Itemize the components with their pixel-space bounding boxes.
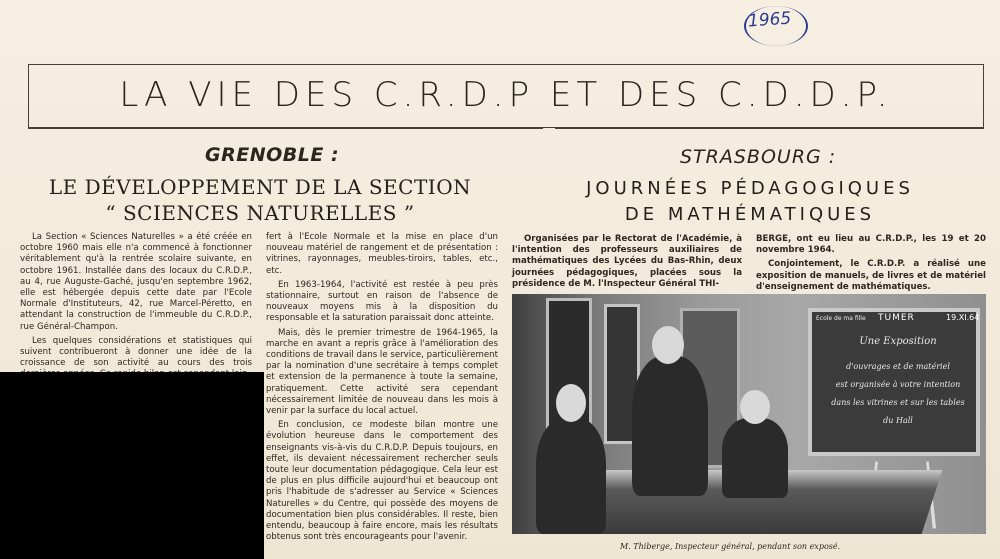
left-article-city: GRENOBLE : — [205, 144, 340, 166]
right-headline-line1: JOURNÉES PÉDAGOGIQUES — [586, 178, 914, 199]
page-title: LA VIE DES C.R.D.P ET DES C.D.D.P. — [119, 75, 893, 115]
left-article-column-1 — [20, 232, 252, 372]
photo-person-head — [652, 326, 684, 364]
right-headline-line2: DE MATHÉMATIQUES — [624, 204, 876, 225]
col2-paragraph: En 1963-1964, l'activité est restée à peu près stationnaire, surtout en raison de l'absence de nouveaux moyens mis à la disposition du responsable et la saturation paraissait donc atteinte. — [266, 279, 498, 324]
photo-person-standing — [632, 356, 708, 496]
right-article-headline — [540, 176, 960, 228]
col2-paragraph: Mais, dès le premier trimestre de 1964-1965, la marche en avant a repris grâce à l'amélioration des conditions de travail dans le service, particulièrement par la nomination d'une secrétaire à temps complet et extension de la permanence à toute la semaine, pratiquement. Cette activité sera cependant nécessairement limitée de nouveau dans les mois à venir par la surface du local actuel. — [266, 327, 498, 417]
chalkboard-line: est organisée à votre intention — [835, 380, 961, 389]
header-rule-right — [555, 128, 984, 129]
left-article-column-2 — [266, 232, 498, 543]
photo-person-left — [536, 418, 606, 534]
right-article-column-1 — [512, 234, 742, 294]
header-rule-left — [28, 128, 543, 129]
col2-paragraph: En conclusion, ce modeste bilan montre une évolution heureuse dans le comportement des enseignants vis-à-vis du C.R.D.P. Depuis toujours, en effet, ils devaient nécessairement rechercher seuls toute leur documentation pédagogique. Cela leur est de plus en plus difficile aujourd'hui et beaucoup ont pris l'habitude de s'adresser au Service « Sciences Naturelles » du Centre, qui possède des moyens de documentation bien plus considérables. Il reste, bien entendu, beaucoup à faire encore, mais les résultats obtenus sont très encourageants pour l'avenir. — [266, 420, 498, 543]
col4-paragraph: Conjointement, le C.R.D.P. a réalisé une exposition de manuels, de livres et de matériel d'enseignement de mathématiques. — [756, 259, 986, 292]
col2-paragraph: fert à l'Ecole Normale et la mise en place d'un nouveau matériel de rangement et de présentation : vitrines, rayonnages, meubles-tiroirs, tables, etc., etc. — [266, 232, 498, 276]
photo-caption: M. Thiberge, Inspecteur général, pendant son exposé. — [620, 542, 841, 551]
chalkboard-line: dans les vitrines et sur les tables — [831, 398, 965, 407]
header-box — [28, 64, 984, 128]
chalkboard-date: 19.XI.64 — [946, 313, 980, 322]
chalkboard-header: Ecole de ma fille — [816, 315, 866, 322]
photo-person-right — [722, 418, 788, 498]
col4-paragraph: BERGE, ont eu lieu au C.R.D.P., les 19 et 20 novembre 1964. — [756, 234, 986, 256]
right-article-city: STRASBOURG : — [680, 146, 837, 168]
col1-paragraph: Les quelques considérations et statistiques qui suivent contribueront à donner une idée de la croissance de son activité au cours des trois — [20, 335, 252, 369]
col1-paragraph: La Section « Sciences Naturelles » a été créée en octobre 1960 mais elle n'a commencé à fonctionner véritablement qu'à la rentrée scolaire suivante, en octobre 1961. Installée dans des locaux du C.R.D.P., au 4, rue Auguste-Gaché, jusqu'en septembre 1962, elle est hébergée depuis cette date par l'Ecole Normale d'Instituteurs, 42, rue Marcel-Péretto, en attendant la construction de l'immeuble du C.R.D.P., rue Général-Champon. — [20, 232, 252, 332]
redacted-block — [0, 372, 264, 559]
col3-paragraph: Organisées par le Rectorat de l'Académie, à l'intention des professeurs auxiliaires de mathématiques des Lycées du Bas-Rhin, deux journées pédagogiques, placées sous la présidence de M. l'Inspecteur Général THI- — [512, 234, 742, 289]
chalkboard — [808, 308, 980, 456]
photograph — [512, 294, 986, 534]
left-article-headline — [20, 174, 500, 226]
chalkboard-name: TUMER — [878, 313, 915, 323]
chalkboard-line: du Hall — [883, 416, 913, 425]
left-headline-line1: LE DÉVELOPPEMENT DE LA SECTION — [48, 175, 472, 199]
chalkboard-line: d'ouvrages et de matériel — [846, 362, 950, 371]
photo-person-head — [740, 390, 770, 424]
left-headline-line2: “ SCIENCES NATURELLES ” — [105, 201, 415, 225]
handwritten-year-annotation: 1965 — [747, 8, 792, 32]
photo-person-head — [556, 384, 586, 422]
chalkboard-line: Une Exposition — [859, 336, 937, 347]
right-article-column-2 — [756, 234, 986, 294]
